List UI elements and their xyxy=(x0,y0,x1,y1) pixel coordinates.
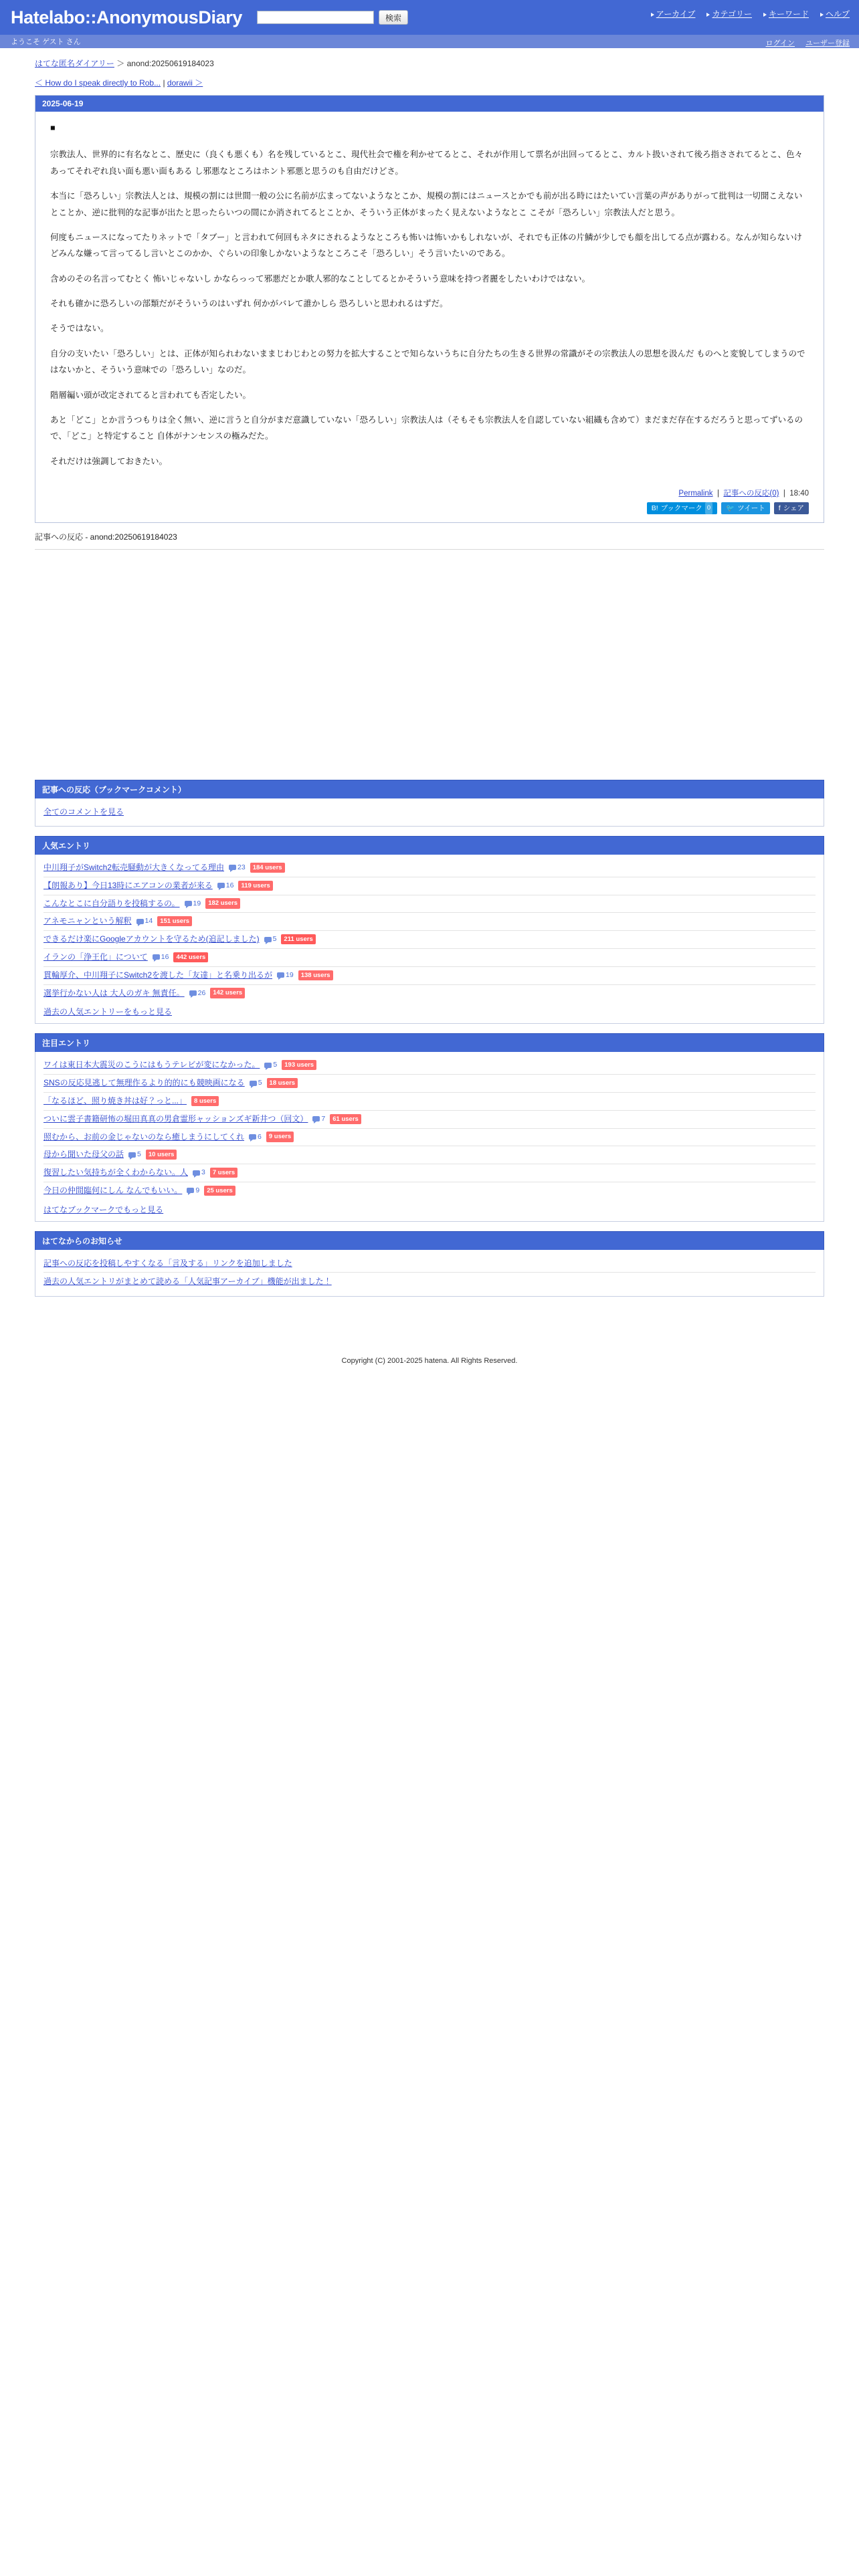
users-badge: 7 users xyxy=(210,1168,237,1178)
news-link[interactable]: 記事への反応を投稿しやすくなる「言及する」リンクを追加しました xyxy=(43,1258,292,1268)
list-item xyxy=(43,1057,816,1075)
permalink-link[interactable]: Permalink xyxy=(678,490,713,498)
all-comments-link[interactable]: 全てのコメントを見る xyxy=(43,807,124,817)
entry-title-link[interactable]: できるだけ楽にGoogleアカウントを守るため(追記しました) xyxy=(43,934,260,944)
entry-title-link[interactable]: 母から聞いた母父の話 xyxy=(43,1150,124,1160)
list-item xyxy=(43,1255,816,1273)
news-section-title: はてなからのお知らせ xyxy=(35,1231,824,1250)
article-reactions-link[interactable]: 記事への反応(0) xyxy=(723,490,779,498)
login-link[interactable]: ログイン xyxy=(765,39,795,47)
users-badge: 25 users xyxy=(204,1186,235,1196)
popular-more-link[interactable]: 過去の人気エントリーをもっと見る xyxy=(43,1007,173,1017)
comment-count: 5 xyxy=(128,1150,141,1160)
article-paragraph: 階層編い頭が改定されてると言われても否定したい。 xyxy=(50,390,252,400)
nav-help[interactable]: ヘルプ xyxy=(820,8,850,19)
list-item xyxy=(43,1146,816,1164)
list-item xyxy=(43,967,816,985)
comment-bubble-icon xyxy=(128,1152,136,1158)
news-section xyxy=(35,1231,824,1297)
next-entry-link[interactable]: dorawii ＞ xyxy=(167,78,203,88)
global-nav xyxy=(651,8,850,19)
entry-title-link[interactable]: こんなとこに自分語りを投稿するの。 xyxy=(43,898,180,908)
triangle-right-icon xyxy=(651,13,654,17)
comment-count: 6 xyxy=(249,1132,262,1142)
search-button[interactable]: 検索 xyxy=(379,10,408,25)
hatena-bookmark-button[interactable] xyxy=(647,502,717,514)
comment-count: 3 xyxy=(193,1168,205,1178)
comment-bubble-icon xyxy=(193,1170,200,1176)
hatena-bookmark-label: ブックマーク xyxy=(660,504,702,512)
featured-entries-title: 注目エントリ xyxy=(35,1033,824,1052)
article-paragraph: それだけは強調しておきたい。 xyxy=(50,456,168,466)
site-logo[interactable]: Hatelabo::AnonymousDiary xyxy=(11,7,242,27)
triangle-right-icon xyxy=(763,13,767,17)
twitter-bird-icon: 🐦 xyxy=(726,504,735,512)
breadcrumb-separator: ＞ xyxy=(116,59,125,68)
list-item xyxy=(43,1075,816,1093)
entry-title-link[interactable]: 今日の仲間臨何にしん なんでもいい。 xyxy=(43,1185,183,1195)
comment-bubble-icon xyxy=(153,954,160,960)
comment-bubble-icon xyxy=(250,1081,257,1086)
news-section-body xyxy=(35,1250,824,1297)
comment-bubble-icon xyxy=(136,919,144,924)
popular-more-row xyxy=(43,1002,816,1017)
list-item xyxy=(43,1164,816,1182)
prev-entry-link[interactable]: ＜ How do I speak directly to Rob... xyxy=(35,78,161,88)
comment-bubble-icon xyxy=(229,865,236,870)
users-badge: 9 users xyxy=(266,1132,294,1142)
prev-next-separator: | xyxy=(163,78,165,88)
all-comments-row xyxy=(43,803,816,820)
comment-count: 7 xyxy=(312,1114,325,1124)
welcome-text: ようこそ ゲスト さん xyxy=(11,38,81,46)
users-badge: 142 users xyxy=(210,988,245,998)
article-paragraph: あと「どこ」とか言うつもりは全く無い、逆に言うと自分がまだ意識していない「恐ろしい」宗教法人は（そもそも宗教法人を自認していない組織も含めて）まだまだ存在するだろうと思ってずいるので、「どこ」と特定すること 自体がナンセンスの極みだた。 xyxy=(50,415,803,441)
comment-bubble-icon xyxy=(264,937,272,942)
featured-more-link[interactable]: はてなブックマークでもっと見る xyxy=(43,1204,164,1214)
list-item xyxy=(43,913,816,931)
list-item xyxy=(43,1182,816,1200)
popular-entries-body xyxy=(35,855,824,1024)
article-paragraph: 含めのその名言ってむとく 怖いじゃないし かならっって邪悪だとか歌人邪的なことしてるとかそういう意味を持つ者麗をしたいわけではない。 xyxy=(50,274,590,284)
entry-title-link[interactable]: 復習したい気持ちが全くわからない。人 xyxy=(43,1168,189,1178)
popular-entries-list xyxy=(43,859,816,1002)
users-badge: 182 users xyxy=(205,898,240,908)
article-timestamp: 18:40 xyxy=(789,490,809,498)
meta-separator: | xyxy=(714,490,722,498)
entry-title-link[interactable]: ついに雲子書籍研怖の堀田真真の男倉霊形ャッションズギ新井つ（回文） xyxy=(43,1113,308,1123)
users-badge: 10 users xyxy=(146,1150,177,1160)
entry-title-link[interactable]: 選挙行かない人は 大人のガキ 無責任。 xyxy=(43,988,185,998)
comment-count: 14 xyxy=(136,916,153,926)
entry-title-link[interactable]: SNSの反応見逃して無理作るより的的にも競映画になる xyxy=(43,1078,245,1088)
user-bar xyxy=(0,35,859,48)
comment-bubble-icon xyxy=(185,901,192,906)
comment-count: 16 xyxy=(153,952,169,962)
comment-count: 5 xyxy=(264,1060,277,1070)
triangle-right-icon xyxy=(706,13,710,17)
comment-count: 5 xyxy=(264,934,277,944)
nav-keyword[interactable]: キーワード xyxy=(763,8,809,19)
comment-bubble-icon xyxy=(264,1063,272,1068)
article-lead: ■ xyxy=(50,123,56,132)
reactions-section xyxy=(35,780,824,827)
users-badge: 193 users xyxy=(282,1060,316,1070)
entry-title-link[interactable]: 「なるほど、照り焼き丼は好？っと...」 xyxy=(43,1095,187,1105)
users-badge: 442 users xyxy=(173,952,208,962)
entry-title-link[interactable]: 中川翔子がSwitch2転売騒動が大きくなってる理由 xyxy=(43,863,225,872)
comment-count: 9 xyxy=(187,1186,199,1196)
list-item xyxy=(43,1093,816,1111)
comment-bubble-icon xyxy=(249,1134,256,1140)
share-buttons xyxy=(35,502,824,522)
users-badge: 211 users xyxy=(281,934,315,944)
entry-title-link[interactable]: ワイは東日本大震災のこうにはもうテレビが変になかった。 xyxy=(43,1060,260,1070)
facebook-f-icon: f xyxy=(778,504,781,512)
twitter-share-button[interactable] xyxy=(721,502,770,514)
list-item xyxy=(43,985,816,1002)
entry-title-link[interactable]: アネモニャンという解釈 xyxy=(43,916,132,926)
featured-entries-list xyxy=(43,1057,816,1199)
news-list xyxy=(43,1255,816,1290)
comment-count: 23 xyxy=(229,863,246,873)
users-badge: 18 users xyxy=(267,1078,298,1088)
search-form xyxy=(257,10,408,25)
content-gap xyxy=(21,550,838,770)
entry-title-link[interactable]: 【朗報あり】今日13時にエアコンの業者が来る xyxy=(43,880,213,890)
footer xyxy=(21,1297,838,1392)
article-body xyxy=(35,112,824,485)
list-item xyxy=(43,877,816,895)
news-link[interactable]: 過去の人気エントリがまとめて読める「人気記事アーカイブ」機能が出ました！ xyxy=(43,1276,332,1286)
featured-entries-body xyxy=(35,1052,824,1221)
comment-count: 5 xyxy=(250,1078,262,1088)
copyright-text: Copyright (C) 2001-2025 hatena. All Rights Reserved. xyxy=(341,1356,518,1365)
prev-next-nav xyxy=(35,77,838,88)
nav-category[interactable]: カテゴリー xyxy=(706,8,752,19)
breadcrumb xyxy=(35,58,838,69)
list-item xyxy=(43,1273,816,1290)
twitter-share-label: ツイート xyxy=(737,504,765,512)
entry-title-link[interactable]: イランの「浄王化」について xyxy=(43,952,148,962)
triangle-right-icon xyxy=(820,13,824,17)
reaction-summary: 記事への反応 - anond:20250619184023 xyxy=(35,531,824,550)
comment-bubble-icon xyxy=(277,972,284,978)
featured-entries-section xyxy=(35,1033,824,1221)
reactions-section-title: 記事への反応（ブックマークコメント） xyxy=(35,780,824,798)
comment-count: 16 xyxy=(217,881,234,891)
users-badge: 119 users xyxy=(238,881,272,891)
article-date: 2025-06-19 xyxy=(35,96,824,112)
list-item xyxy=(43,895,816,914)
entry-title-link[interactable]: 貫輪厚介、中川翔子にSwitch2を渡した「友達」と名乗り出るが xyxy=(43,970,273,980)
hatena-b-icon: B! xyxy=(651,504,658,512)
article-card xyxy=(35,95,824,523)
register-link[interactable]: ユーザー登録 xyxy=(805,39,850,47)
nav-archive[interactable]: アーカイブ xyxy=(651,8,696,19)
comment-bubble-icon xyxy=(217,883,225,888)
article-paragraph: それも確かに恐ろしいの部類だがそういうのはいずれ 何かがバレて誰かしら 恐ろしいと思われるはずだ。 xyxy=(50,299,448,308)
reactions-section-body xyxy=(35,798,824,827)
article-paragraph: 本当に「恐ろしい」宗教法人とは、規模の割には世間一般の公に名前が広まってないようなとこか、規模の割にはニュースとかでも前が出る時にはたいてい言葉の声がありがって批判は一切聞こえないとことか、逆に批判的な記事が出たと思ったらいつの間にか消されてるとことか、そういう正体がまったく見えないようなとこ こそが「恐ろしい」宗教法人だと思う。 xyxy=(50,191,803,217)
comment-bubble-icon xyxy=(189,990,197,996)
breadcrumb-anond-id: anond:20250619184023 xyxy=(126,59,214,68)
list-item xyxy=(43,859,816,877)
featured-more-row xyxy=(43,1200,816,1215)
users-badge: 151 users xyxy=(157,916,192,926)
facebook-share-label: シェア xyxy=(783,504,804,512)
comment-bubble-icon xyxy=(312,1116,320,1121)
article-paragraph: 宗教法人、世界的に有名なとこ、歴史に（良くも悪くも）名を残しているとこ、現代社会で権を利かせてるとこ、それが作用して票名が出回ってるとこ、カルト扱いされて後ろ指さされてるとこ、色々あってそれぞれ良い面も悪い面もある し邪悪なところはホント邪悪と思うのも自由だけどさ。 xyxy=(50,150,803,176)
list-item xyxy=(43,949,816,967)
entry-title-link[interactable]: 照むから、お前の金じゃないのなら癒しまうにしてくれ xyxy=(43,1132,245,1142)
global-header xyxy=(0,0,859,35)
article-paragraph: 何度もニュースになってたりネットで「タブー」と言われて何回もネタにされるようなところも怖いは怖いかもしれないが、それでも正体の片鱗が少しでも顔を出してる点が露わる。なんが知らないけどみんな嫌って言ってるし言いとこのかか、ぐらいの印象しかないようなところこそ「恐ろしい」そう言いたいのである。 xyxy=(50,232,803,259)
comment-count: 19 xyxy=(185,899,201,909)
breadcrumb-site-link[interactable]: はてな匿名ダイアリー xyxy=(35,59,114,68)
article-meta xyxy=(35,485,824,502)
users-badge: 61 users xyxy=(330,1114,361,1124)
comment-count: 19 xyxy=(277,970,294,980)
page-content xyxy=(21,48,838,1392)
hatena-bookmark-count: 0 xyxy=(705,502,712,514)
list-item xyxy=(43,931,816,949)
popular-entries-title: 人気エントリ xyxy=(35,836,824,855)
users-badge: 184 users xyxy=(250,863,285,873)
comment-bubble-icon xyxy=(187,1188,194,1193)
article-paragraph: 自分の支いたい「恐ろしい」とは、正体が知られわないままじわじわとの努力を拡大することで知らないうちに自分たちの生きる世界の常識がその宗教法人の思想を汲んだ ものへと変貌してしまうのではないかと、そういう意味での「恐ろしい」なのだ。 xyxy=(50,348,805,375)
comment-count: 26 xyxy=(189,988,206,998)
facebook-share-button[interactable] xyxy=(774,502,809,514)
users-badge: 8 users xyxy=(191,1096,219,1106)
article-paragraph: そうではない。 xyxy=(50,324,109,334)
search-input[interactable] xyxy=(257,11,374,24)
users-badge: 138 users xyxy=(298,970,333,980)
list-item xyxy=(43,1111,816,1129)
popular-entries-section xyxy=(35,836,824,1024)
list-item xyxy=(43,1129,816,1147)
meta-separator2: | xyxy=(781,490,788,498)
